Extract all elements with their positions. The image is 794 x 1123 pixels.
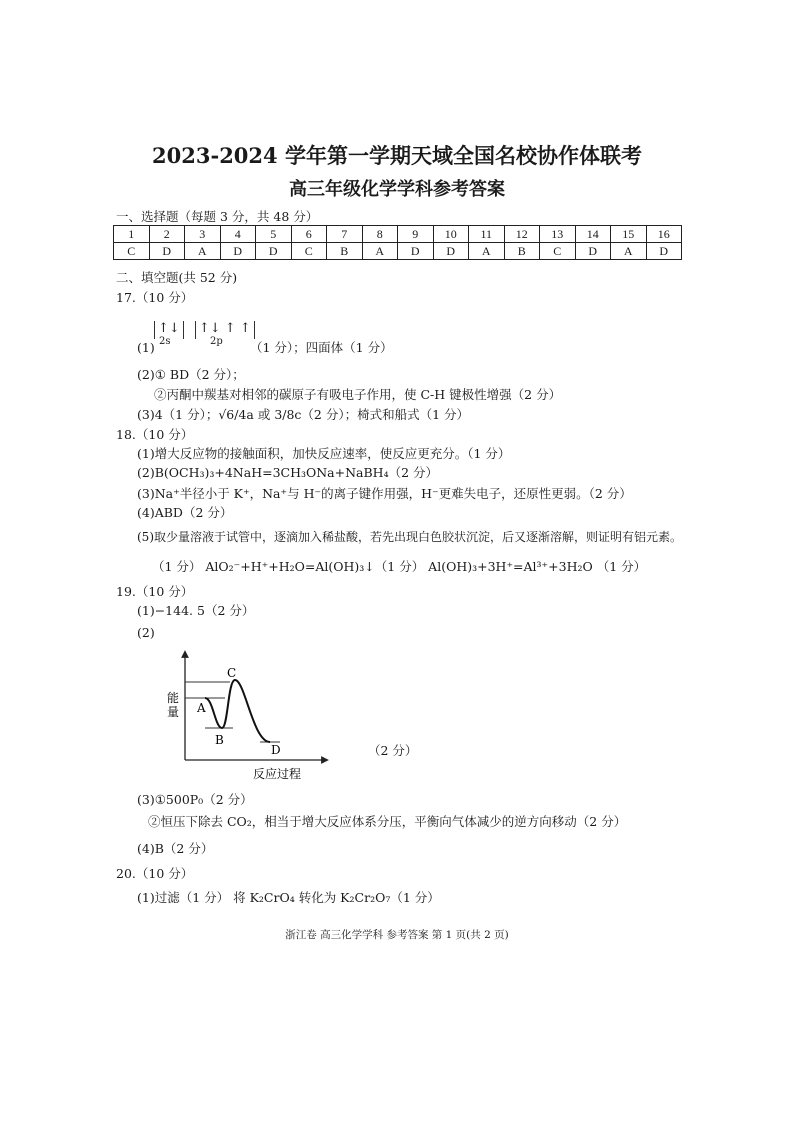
- orbital-2s-label: 2s: [159, 336, 171, 347]
- table-cell: 15: [611, 226, 647, 243]
- table-cell: 7: [327, 226, 363, 243]
- q17-line1: （1 分）；四面体（1 分）: [250, 340, 393, 355]
- point-a-label: A: [197, 701, 206, 715]
- table-cell: D: [220, 243, 256, 260]
- point-d-label: D: [271, 743, 281, 757]
- table-cell: A: [362, 243, 398, 260]
- table-cell: 12: [504, 226, 540, 243]
- table-cell: 14: [575, 226, 611, 243]
- q17-line3: ②丙酮中羰基对相邻的碳原子有吸电子作用，使 C-H 键极性增强（2 分）: [154, 387, 562, 402]
- orbital-2p-label: 2p: [210, 336, 223, 347]
- table-cell: 4: [220, 226, 256, 243]
- table-cell: C: [114, 243, 150, 260]
- orbital-2p-box: ↑↓ ↑ ↑: [195, 321, 255, 339]
- answer-table: [113, 225, 682, 260]
- table-cell: B: [504, 243, 540, 260]
- table-cell: D: [433, 243, 469, 260]
- section2-heading: 二、填空题(共 52 分): [116, 270, 238, 285]
- table-cell: A: [469, 243, 505, 260]
- table-cell: D: [575, 243, 611, 260]
- ylabel-1: 能: [167, 691, 180, 705]
- answer-table-number-row: [114, 226, 682, 243]
- table-cell: 3: [185, 226, 221, 243]
- page-subtitle: 高三年级化学学科参考答案: [289, 179, 505, 200]
- table-cell: D: [149, 243, 185, 260]
- q20-line1: (1)过滤（1 分） 将 K₂CrO₄ 转化为 K₂Cr₂O₇（1 分）: [137, 890, 440, 905]
- q19-line1: (1)−144. 5（2 分）: [137, 603, 255, 618]
- table-cell: 9: [398, 226, 434, 243]
- table-cell: C: [291, 243, 327, 260]
- q18-line4: (4)ABD（2 分）: [137, 505, 233, 520]
- table-cell: D: [646, 243, 682, 260]
- point-b-label: B: [215, 733, 224, 747]
- orbital-2s-box: ↑↓: [154, 321, 184, 339]
- q17-line2: (2)① BD（2 分）；: [137, 367, 245, 382]
- q19-line3: (3)①500P₀（2 分）: [137, 792, 253, 807]
- page-title: 2023-2024 学年第一学期天域全国名校协作体联考: [152, 143, 642, 168]
- q19-line4: ②恒压下除去 CO₂，相当于增大反应体系分压，平衡向气体减少的逆方向移动（2 分）: [148, 814, 627, 829]
- table-cell: 2: [149, 226, 185, 243]
- point-c-label: C: [227, 666, 237, 680]
- q19-graph-score: （2 分）: [368, 743, 418, 758]
- q18-line5: (5)取少量溶液于试管中，逐滴加入稀盐酸，若先出现白色胶状沉淀，后又逐渐溶解，则证明有铝元素。: [137, 530, 683, 544]
- table-cell: 13: [540, 226, 576, 243]
- q19-line2: (2): [137, 625, 155, 640]
- page-footer: 浙江卷 高三化学学科 参考答案 第 1 页(共 2 页): [285, 929, 509, 941]
- xlabel: 反应过程: [253, 767, 302, 781]
- energy-diagram: [165, 650, 335, 790]
- q18-line6: （1 分） AlO₂⁻+H⁺+H₂O=Al(OH)₃↓（1 分） Al(OH)₃+3H⁺=Al³⁺+3H₂O （1 分）: [152, 559, 647, 574]
- q18-heading: 18.（10 分）: [116, 427, 194, 442]
- table-cell: B: [327, 243, 363, 260]
- table-cell: 16: [646, 226, 682, 243]
- section1-heading: 一、选择题（每题 3 分，共 48 分）: [116, 209, 319, 224]
- table-cell: D: [256, 243, 292, 260]
- q17-heading: 17.（10 分）: [116, 290, 194, 305]
- q18-line3: (3)Na⁺半径小于 K⁺，Na⁺与 H⁻的离子键作用强，H⁻更难失电子，还原性更弱。（2 分）: [137, 486, 632, 501]
- answer-table-answer-row: [114, 243, 682, 260]
- q19-line5: (4)B（2 分）: [137, 841, 214, 856]
- table-cell: C: [540, 243, 576, 260]
- ylabel-2: 量: [167, 705, 180, 719]
- table-cell: 1: [114, 226, 150, 243]
- table-cell: A: [611, 243, 647, 260]
- q17-label-1: (1): [137, 340, 155, 355]
- table-cell: A: [185, 243, 221, 260]
- q18-line2: (2)B(OCH₃)₃+4NaH=3CH₃ONa+NaBH₄（2 分）: [137, 465, 439, 480]
- q20-heading: 20.（10 分）: [116, 866, 194, 881]
- table-cell: 6: [291, 226, 327, 243]
- table-cell: D: [398, 243, 434, 260]
- q17-line4: (3)4（1 分）；√6/4a 或 3/8c（2 分）；椅式和船式（1 分）: [137, 407, 470, 422]
- table-cell: 5: [256, 226, 292, 243]
- table-cell: 10: [433, 226, 469, 243]
- table-cell: 11: [469, 226, 505, 243]
- table-cell: 8: [362, 226, 398, 243]
- q18-line1: (1)增大反应物的接触面积，加快反应速率，使反应更充分。（1 分）: [137, 446, 511, 461]
- q19-heading: 19.（10 分）: [116, 584, 194, 599]
